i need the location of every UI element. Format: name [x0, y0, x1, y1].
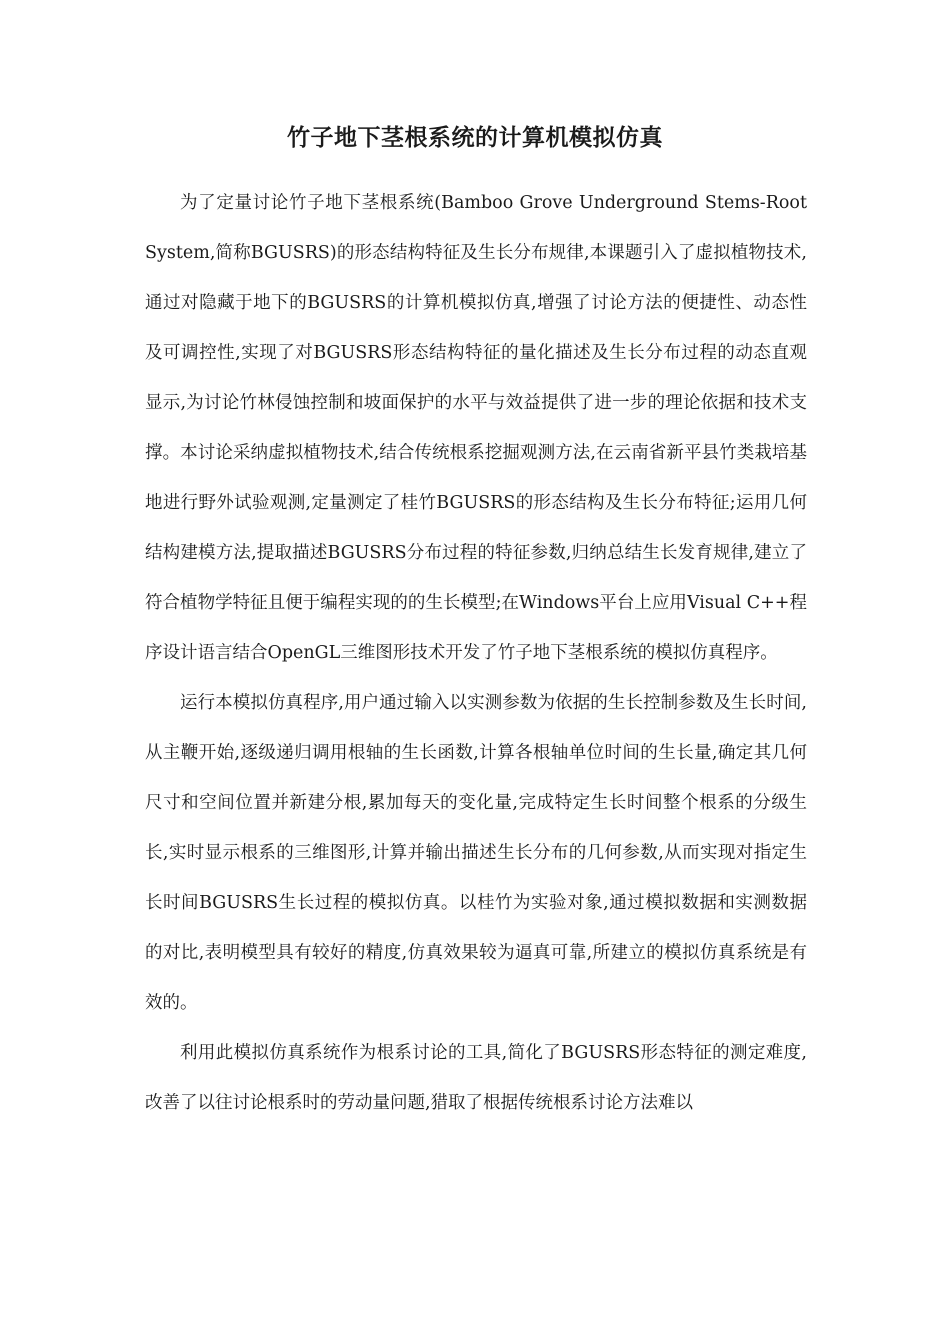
paragraph-2: 运行本模拟仿真程序,用户通过输入以实测参数为依据的生长控制参数及生长时间,从主鞭开始,逐级递归调用根轴的生长函数,计算各根轴单位时间的生长量,确定其几何尺寸和空间位置并新建分根,累加每天的变化量,完成特定生长时间整个根系的分级生长,实时显示根系的三维图形,计算并输出描述生长分布的几何参数,从而实现对指定生长时间BGUSRS生长过程的模拟仿真。以桂竹为实验对象,通过模拟数据和实测数据的对比,表明模型具有较好的精度,仿真效果较为逼真可靠,所建立的模拟仿真系统是有效的。: [145, 693, 807, 1013]
document-title: 竹子地下茎根系统的计算机模拟仿真: [287, 124, 663, 151]
document-body: [145, 178, 807, 1128]
paragraph-1: 为了定量讨论竹子地下茎根系统(Bamboo Grove Underground Stems-RootSystem,简称BGUSRS)的形态结构特征及生长分布规律,本课题引入了虚拟植物技术,通过对隐藏于地下的BGUSRS的计算机模拟仿真,增强了讨论方法的便捷性、动态性及可调控性,实现了对BGUSRS形态结构特征的量化描述及生长分布过程的动态直观显示,为讨论竹林侵蚀控制和坡面保护的水平与效益提供了进一步的理论依据和技术支撑。本讨论采纳虚拟植物技术,结合传统根系挖掘观测方法,在云南省新平县竹类栽培基地进行野外试验观测,定量测定了桂竹BGUSRS的形态结构及生长分布特征;运用几何结构建模方法,提取描述BGUSRS分布过程的特征参数,归纳总结生长发育规律,建立了符合植物学特征且便于编程实现的的生长模型;在Windows平台上应用Visual C++程序设计语言结合OpenGL三维图形技术开发了竹子地下茎根系统的模拟仿真程序。: [145, 193, 807, 663]
paragraph-3: 利用此模拟仿真系统作为根系讨论的工具,简化了BGUSRS形态特征的测定难度,改善了以往讨论根系时的劳动量问题,猎取了根据传统根系讨论方法难以: [145, 1043, 807, 1113]
